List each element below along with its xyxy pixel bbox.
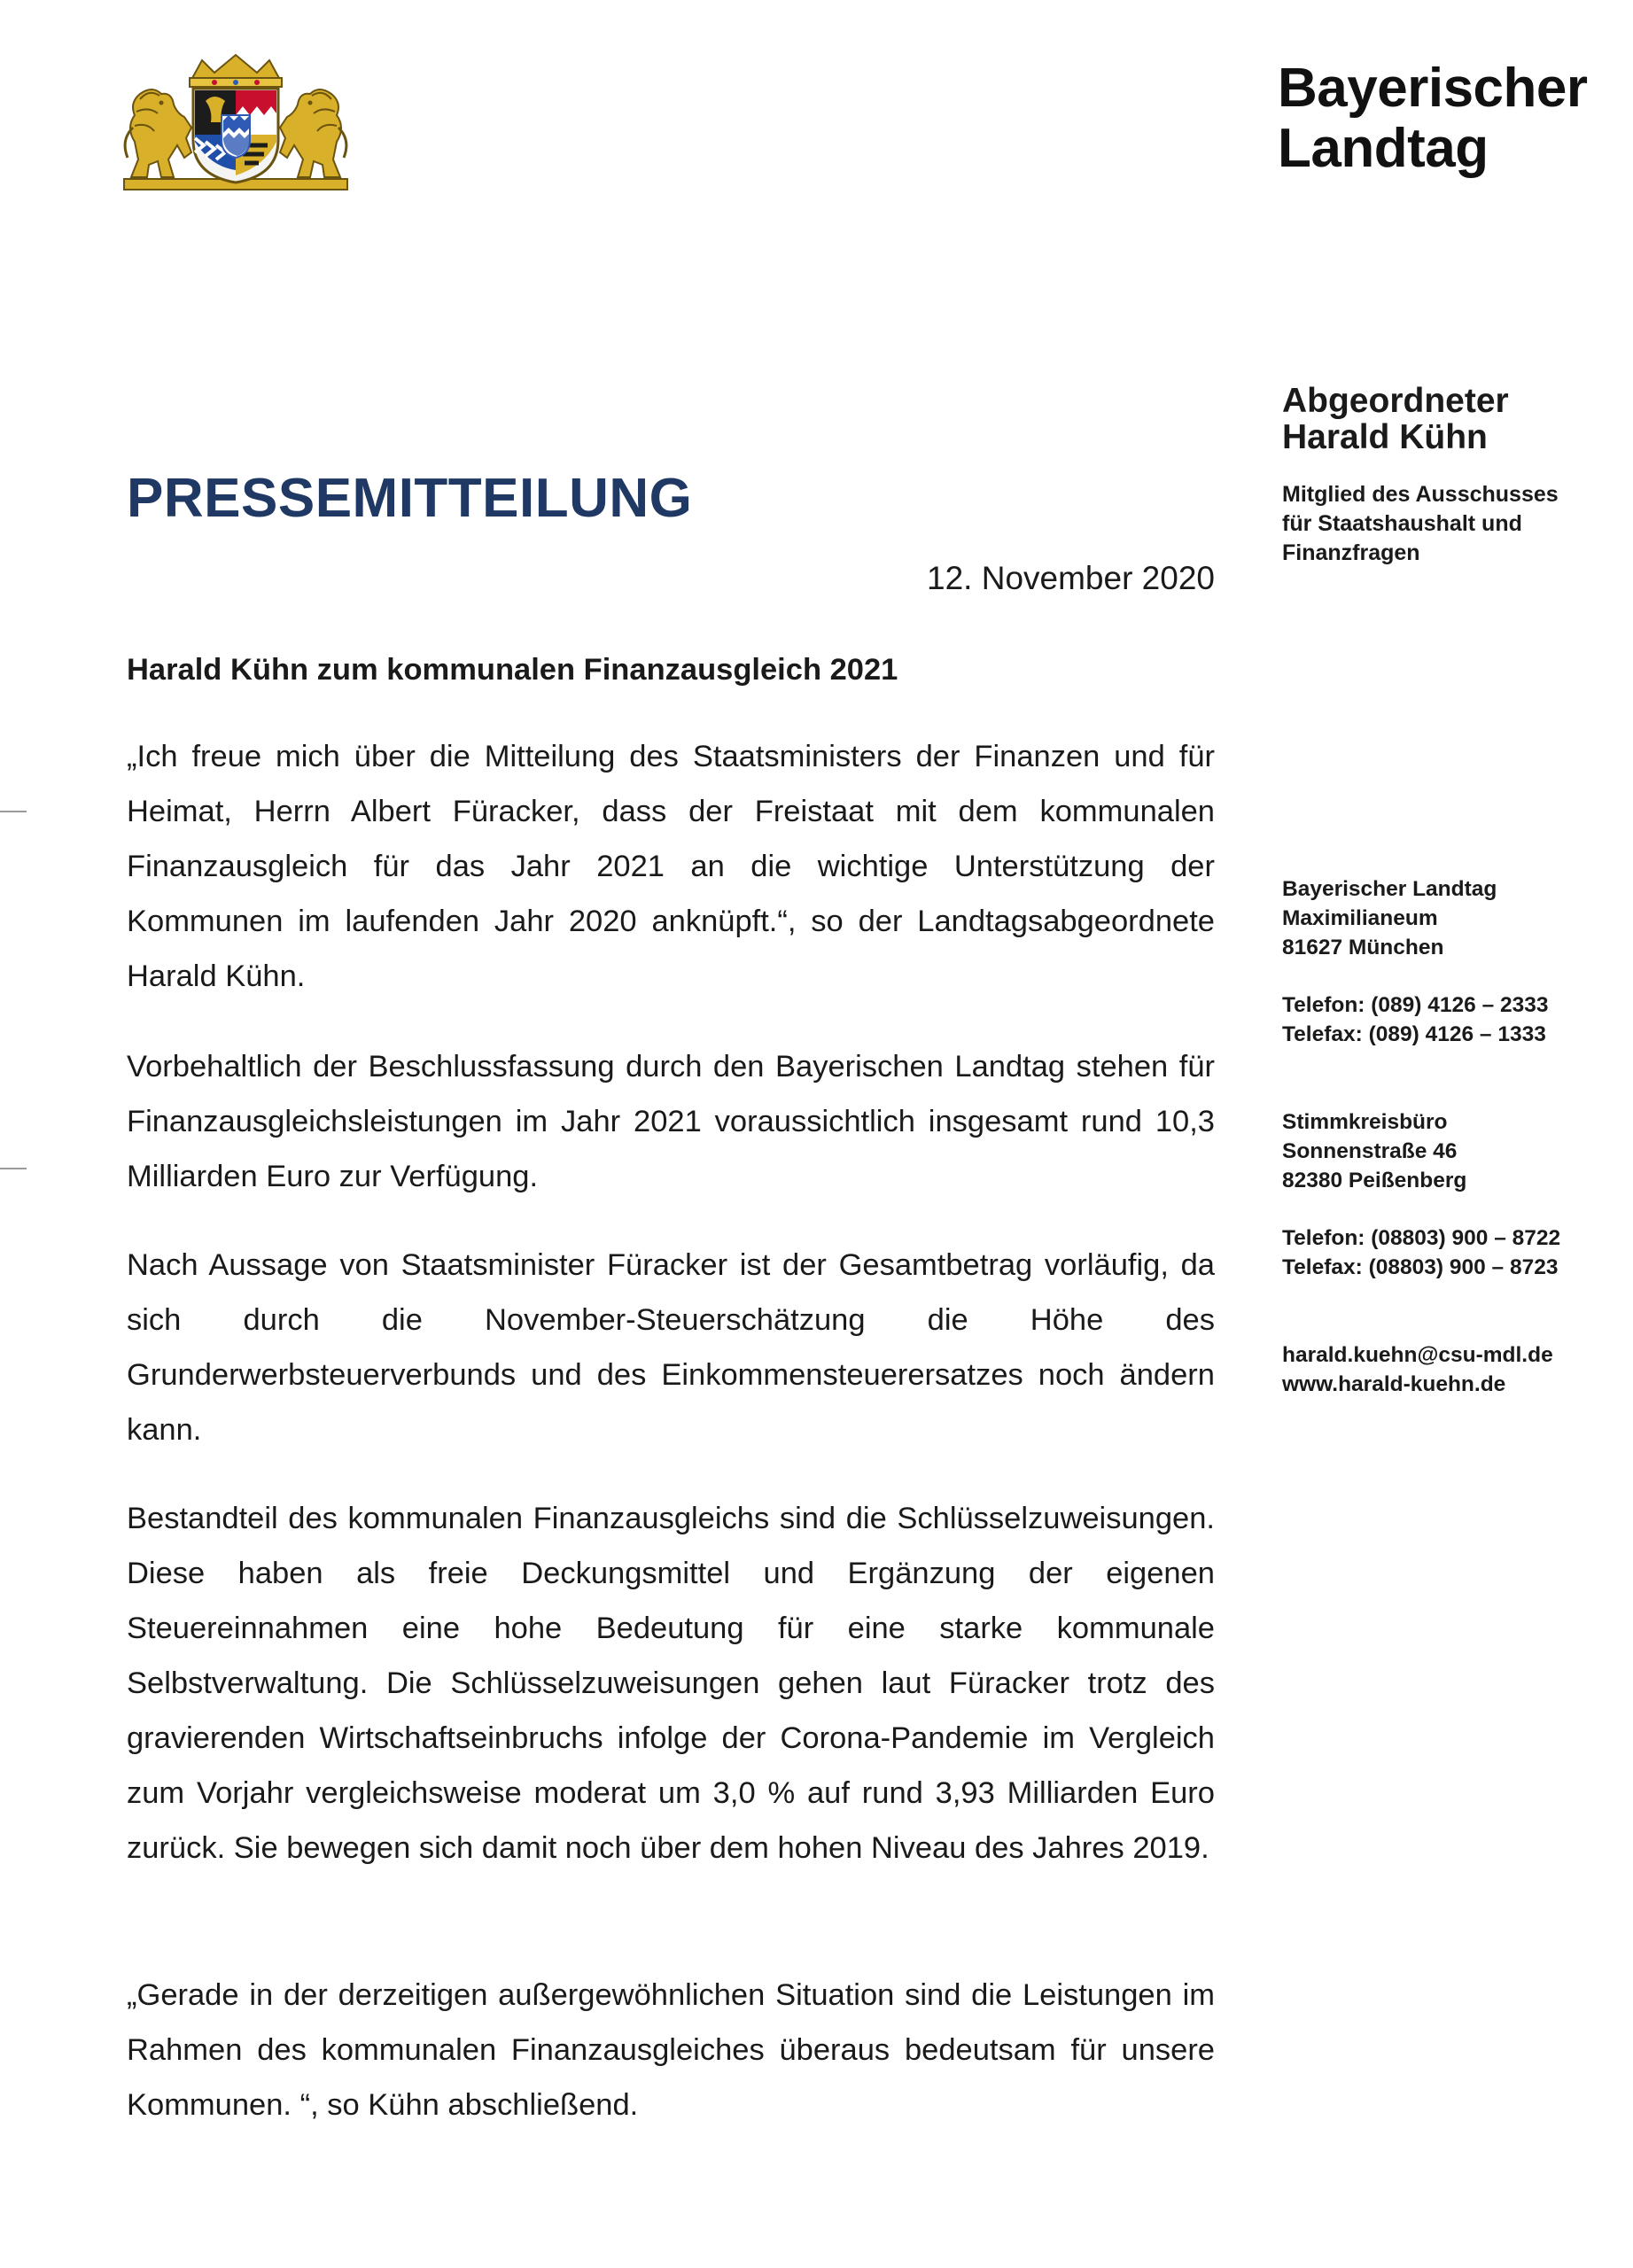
document-date: 12. November 2020 <box>927 560 1215 596</box>
office-phone: Telefon: (089) 4126 – 2333 <box>1282 993 1549 1017</box>
member-label: Abgeordneter <box>1282 382 1509 420</box>
member-role-line-2: für Staatshaushalt und <box>1282 511 1522 536</box>
district-office-city: 82380 Peißenberg <box>1282 1169 1467 1192</box>
member-name: Harald Kühn <box>1282 418 1488 456</box>
body-paragraph-1: „Ich freue mich über die Mitteilung des Staatsministers der Finanzen und für Heimat, Herrn Albert Füracker, dass der Freistaat mit dem kommunalen Finanzausgleich für das Jahr 2021 an die wichtige Unterstützung der Kommunen im laufenden Jahr 2020 anknüpft.“, so der Landtagsabgeordnete Harald Kühn. <box>127 740 1215 993</box>
office-contact <box>1282 990 1549 1049</box>
district-fax: Telefax: (08803) 900 – 8723 <box>1282 1255 1559 1279</box>
document-title: PRESSEMITTEILUNG <box>127 468 693 529</box>
institution-line-1: Bayerischer <box>1278 58 1588 119</box>
body-paragraph-2: Vorbehaltlich der Beschlussfassung durch den Bayerischen Landtag stehen für Finanzausgleichsleistungen im Jahr 2021 voraussichtlich insgesamt rund 10,3 Milliarden Euro zur Verfügung. <box>127 1050 1215 1193</box>
district-office-label: Stimmkreisbüro <box>1282 1110 1448 1134</box>
institution-line-2: Landtag <box>1278 118 1489 179</box>
office-city: 81627 München <box>1282 936 1444 959</box>
office-address <box>1282 874 1497 962</box>
member-role-line-3: Finanzfragen <box>1282 540 1420 565</box>
district-phone: Telefon: (08803) 900 – 8722 <box>1282 1226 1561 1250</box>
district-office-street: Sonnenstraße 46 <box>1282 1139 1458 1163</box>
body-paragraph-4: Bestandteil des kommunalen Finanzausgleichs sind die Schlüsselzuweisungen. Diese haben als freie Deckungsmittel und Ergänzung der eigenen Steuereinnahmen eine hohe Bedeutung für eine starke kommunale Selbstverwaltung. Die Schlüsselzuweisungen gehen laut Füracker trotz des gravierenden Wirtschaftseinbruchs infolge der Corona-Pandemie im Vergleich zum Vorjahr vergleichsweise moderat um 3,0 % auf rund 3,93 Milliarden Euro zurück. Sie bewegen sich damit noch über dem hohen Niveau des Jahres 2019. <box>127 1502 1215 1865</box>
website-link[interactable]: www.harald-kuehn.de <box>1282 1372 1506 1396</box>
member-role <box>1282 480 1559 568</box>
district-office-contact <box>1282 1223 1560 1282</box>
press-release-headline: Harald Kühn zum kommunalen Finanzausgleich 2021 <box>127 653 898 687</box>
fold-mark <box>0 811 27 812</box>
member-heading <box>1282 383 1509 455</box>
fold-mark <box>0 1168 27 1169</box>
member-role-line-1: Mitglied des Ausschusses <box>1282 482 1559 507</box>
email-link[interactable]: harald.kuehn@csu-mdl.de <box>1282 1343 1553 1367</box>
online-contact <box>1282 1340 1553 1399</box>
coat-of-arms-icon <box>122 53 349 193</box>
office-building: Maximilianeum <box>1282 906 1438 930</box>
office-name: Bayerischer Landtag <box>1282 877 1497 901</box>
institution-name <box>1278 58 1588 179</box>
office-fax: Telefax: (089) 4126 – 1333 <box>1282 1022 1546 1046</box>
district-office-address <box>1282 1107 1466 1195</box>
body-paragraph-5: „Gerade in der derzeitigen außergewöhnlichen Situation sind die Leistungen im Rahmen des kommunalen Finanzausgleiches überaus bedeutsam für unsere Kommunen. “, so Kühn abschließend. <box>127 1978 1215 2122</box>
body-paragraph-3: Nach Aussage von Staatsminister Füracker ist der Gesamtbetrag vorläufig, da sich durch die November-Steuerschätzung die Höhe des Grunderwerbsteuerverbunds und des Einkommensteuerersatzes noch ändern kann. <box>127 1248 1215 1447</box>
